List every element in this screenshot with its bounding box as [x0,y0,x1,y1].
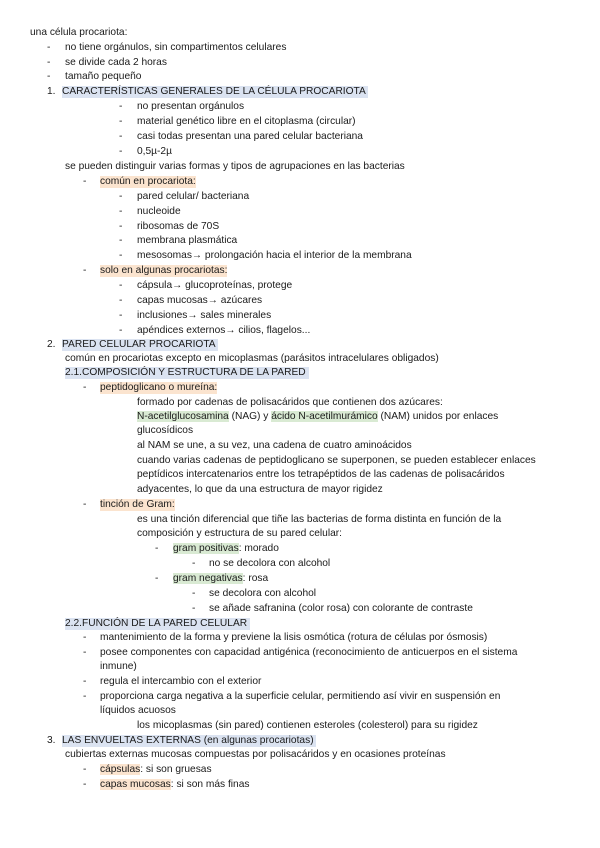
gram-positive-line [173,543,279,555]
list-item-continuation: inmune) [100,661,137,672]
capsule-line [100,764,212,776]
bullet-dash: - [119,310,123,321]
term-nag: N-acetilglucosamina [137,411,229,422]
text-fragment: (NAM) unidos por enlaces [377,411,499,422]
bullet-dash: - [83,382,87,393]
mucous-layer-line [100,779,249,791]
list-item: se divide cada 2 horas [65,57,167,68]
bullet-dash: - [47,71,51,82]
bullet-dash: - [119,250,123,261]
bullet-dash: - [192,588,196,599]
bullet-dash: - [192,558,196,569]
list-item: ribosomas de 70S [137,221,220,232]
bullet-dash: - [83,779,87,790]
list-item: capas mucosas→ azúcares [137,295,263,306]
paragraph-line [137,411,498,423]
bullet-dash: - [83,632,87,643]
term-label: peptidoglicano o mureína: [100,382,218,393]
bullet-dash: - [83,265,87,276]
subsection-heading: 2.1.COMPOSICIÓN Y ESTRUCTURA DE LA PARED [65,367,309,379]
list-item: pared celular/ bacteriana [137,191,250,202]
bullet-dash: - [155,573,159,584]
gram-negative-line [173,573,268,585]
paragraph-line: peptídicos intercatenarios entre los tetrapéptidos de las cadenas de polisacáridos [137,469,505,480]
list-item: mantenimiento de la forma y previene la lisis osmótica (rotura de células por ósmosis) [100,632,488,643]
paragraph-line: formado por cadenas de polisacáridos que contienen dos azúcares: [137,397,443,408]
paragraph-line: es una tinción diferencial que tiñe las bacterias de forma distinta en función de la [137,514,502,525]
bullet-dash: - [119,221,123,232]
bullet-dash: - [119,280,123,291]
bullet-dash: - [47,57,51,68]
list-item-continuation: líquidos acuosos [100,705,176,716]
list-item: membrana plasmática [137,235,238,246]
bullet-dash: - [119,146,123,157]
term-gram-negative: gram negativas [173,573,243,584]
list-item: material genético libre en el citoplasma (circular) [137,116,356,127]
bullet-dash: - [192,603,196,614]
paragraph-line: cuando varias cadenas de peptidoglicano se superponen, se pueden establecer enlaces [137,455,536,466]
list-item: regula el intercambio con el exterior [100,676,262,687]
paragraph-line: adyacentes, lo que da una estructura de mayor rigidez [137,484,383,495]
list-item: cápsula→ glucoproteínas, protege [137,280,293,291]
bullet-dash: - [119,116,123,127]
paragraph: común en procariotas excepto en micoplasmas (parásitos intracelulares obligados) [65,353,439,364]
bullet-dash: - [119,235,123,246]
section-heading: LAS ENVUELTAS EXTERNAS (en algunas procariotas) [62,735,314,746]
bullet-dash: - [83,647,87,658]
text-fragment: : si son más finas [170,779,250,790]
term-capas-mucosas: capas mucosas [100,779,171,790]
term-label: común en procariota: [100,176,196,187]
bullet-dash: - [155,543,159,554]
bullet-dash: - [83,499,87,510]
list-item: no se decolora con alcohol [209,558,331,569]
paragraph-line: glucosídicos [137,425,194,436]
paragraph: se pueden distinguir varias formas y tipos de agrupaciones en las bacterias [65,161,405,172]
section-number: 1. [47,86,56,97]
paragraph: cubiertas externas mucosas compuestas por polisacáridos y en ocasiones proteínas [65,749,446,760]
list-item: tamaño pequeño [65,71,142,82]
list-item: proporciona carga negativa a la superficie celular, permitiendo así vivir en suspensión en [100,691,501,702]
list-item: mesosomas→ prolongación hacia el interior de la membrana [137,250,412,261]
list-item: apéndices externos→ cilios, flagelos... [137,325,311,336]
text-fragment: : morado [238,543,279,554]
section-heading: CARACTERÍSTICAS GENERALES DE LA CÉLULA PROCARIOTA [62,86,366,97]
term-nam: ácido N-acetilmurámico [271,411,378,422]
section-heading: PARED CELULAR PROCARIOTA [62,339,216,350]
subsection-heading: 2.2.FUNCIÓN DE LA PARED CELULAR [65,618,250,630]
list-item: se añade safranina (color rosa) con colorante de contraste [209,603,473,614]
bullet-dash: - [119,295,123,306]
term-label: solo en algunas procariotas: [100,265,228,276]
section-number: 3. [47,735,56,746]
bullet-dash: - [83,676,87,687]
bullet-dash: - [83,764,87,775]
intro-title: una célula procariota: [30,27,128,38]
list-item: posee componentes con capacidad antigénica (reconocimiento de anticuerpos en el sistema [100,647,518,658]
list-item: casi todas presentan una pared celular bacteriana [137,131,363,142]
paragraph-line: composición y estructura de su pared celular: [137,528,342,539]
list-item: no presentan orgánulos [137,101,245,112]
paragraph-line: al NAM se une, a su vez, una cadena de cuatro aminoácidos [137,440,412,451]
list-item: se decolora con alcohol [209,588,317,599]
paragraph-line: los micoplasmas (sin pared) contienen esteroles (colesterol) para su rigidez [137,720,478,731]
term-capsulas: cápsulas [100,764,141,775]
text-fragment: (NAG) y [228,411,272,422]
bullet-dash: - [119,325,123,336]
list-item: nucleoide [137,206,181,217]
bullet-dash: - [119,206,123,217]
list-item: no tiene orgánulos, sin compartimentos celulares [65,42,287,53]
bullet-dash: - [119,101,123,112]
term-gram-positive: gram positivas [173,543,239,554]
list-item: 0,5µ-2µ [137,146,172,157]
section-number: 2. [47,339,56,350]
text-fragment: : si son gruesas [140,764,212,775]
bullet-dash: - [119,191,123,202]
text-fragment: : rosa [242,573,269,584]
bullet-dash: - [47,42,51,53]
bullet-dash: - [83,691,87,702]
term-label: tinción de Gram: [100,499,175,510]
bullet-dash: - [119,131,123,142]
bullet-dash: - [83,176,87,187]
list-item: inclusiones→ sales minerales [137,310,272,321]
